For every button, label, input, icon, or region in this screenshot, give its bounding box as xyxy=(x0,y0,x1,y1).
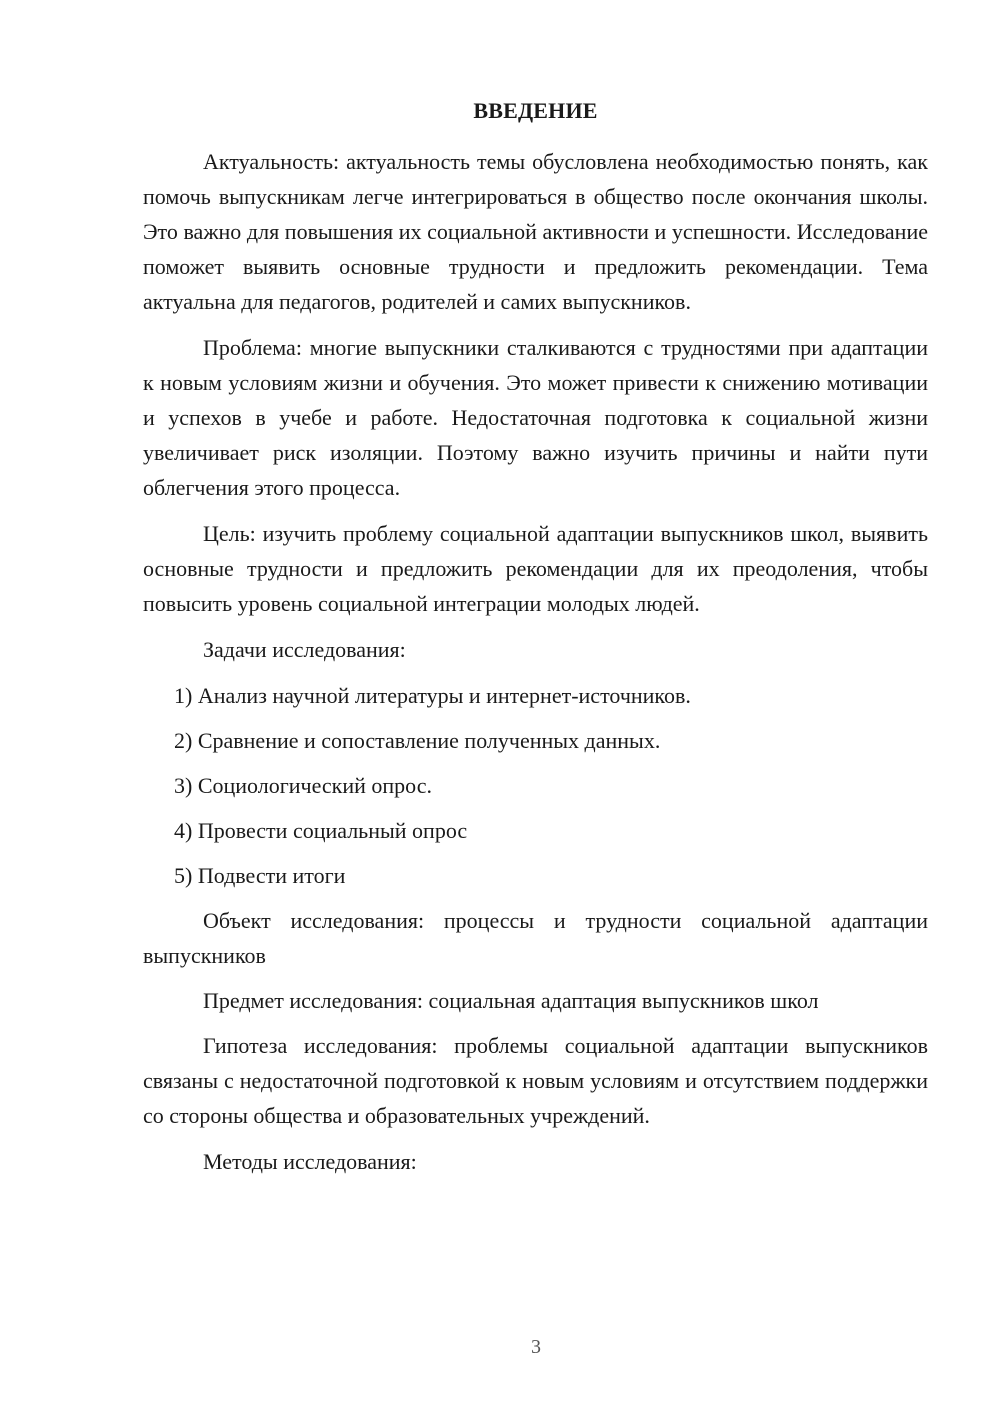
tasks-heading: Задачи исследования: xyxy=(203,637,406,662)
page-content xyxy=(143,96,928,1179)
list-item: 5) Подвести итоги xyxy=(174,863,346,888)
list-item: 1) Анализ научной литературы и интернет-источников. xyxy=(174,683,691,708)
problem-paragraph: Проблема: многие выпускники сталкиваются с трудностями при адаптации к новым условиям жизни и обучения. Это может привести к снижению мотивации и успехов в учебе и работе. Недостаточная подготовка к социальной жизни увеличивает риск изоляции. Поэтому важно изучить причины и найти пути облегчения этого процесса. xyxy=(143,335,928,500)
list-item: 3) Социологический опрос. xyxy=(174,773,432,798)
hypothesis-paragraph: Гипотеза исследования: проблемы социальной адаптации выпускников связаны с недостаточной подготовкой к новым условиям и отсутствием поддержки со стороны общества и образовательных учреждений. xyxy=(143,1033,928,1128)
list-item: 2) Сравнение и сопоставление полученных данных. xyxy=(174,728,661,753)
page-number: 3 xyxy=(531,1336,541,1358)
page-title: ВВЕДЕНИЕ xyxy=(473,98,598,123)
goal-paragraph: Цель: изучить проблему социальной адаптации выпускников школ, выявить основные трудности и предложить рекомендации для их преодоления, чтобы повысить уровень социальной интеграции молодых людей. xyxy=(143,521,928,616)
tasks-list xyxy=(143,678,928,893)
relevance-paragraph: Актуальность: актуальность темы обусловлена необходимостью понять, как помочь выпускникам легче интегрироваться в общество после окончания школы. Это важно для повышения их социальной активности и успешности. Исследование поможет выявить основные трудности и предложить рекомендации. Тема актуальна для педагогов, родителей и самих выпускников. xyxy=(143,149,928,314)
object-paragraph: Объект исследования: процессы и трудности социальной адаптации выпускников xyxy=(143,908,928,968)
subject-paragraph: Предмет исследования: социальная адаптация выпускников школ xyxy=(203,988,819,1013)
methods-heading: Методы исследования: xyxy=(203,1149,417,1174)
list-item: 4) Провести социальный опрос xyxy=(174,818,468,843)
